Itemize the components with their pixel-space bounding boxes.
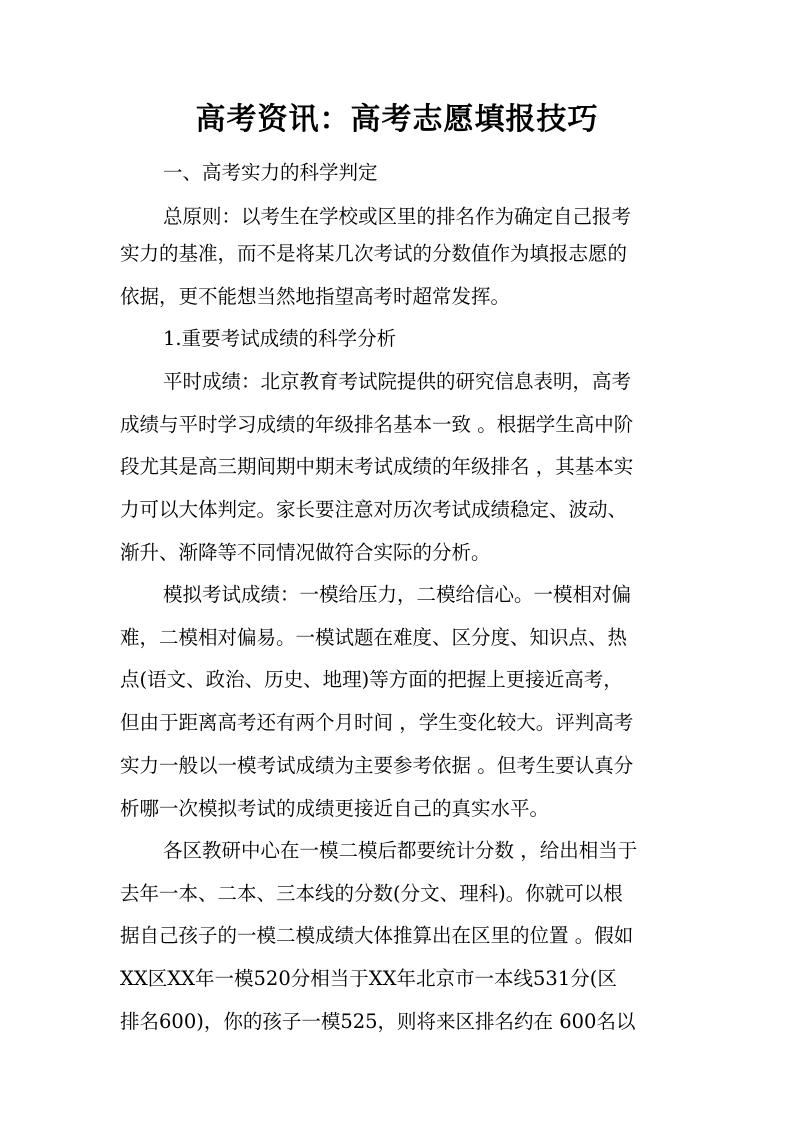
paragraph-line: 段尤其是高三期间期中期末考试成绩的年级排名 ，其基本实 <box>120 455 634 478</box>
paragraph-line: 模拟考试成绩：一模给压力，二模给信心。一模相对偏 <box>163 583 632 606</box>
paragraph-line: 实力的基准，而不是将某几次考试的分数值作为填报志愿的 <box>120 242 628 265</box>
paragraph-line: 析哪一次模拟考试的成绩更接近自己的真实水平。 <box>120 797 550 820</box>
paragraph-line: 平时成绩：北京教育考试院提供的研究信息表明，高考 <box>163 370 632 393</box>
paragraph-line: 各区教研中心在一模二模后都要统计分数 ，给出相当于 <box>163 839 638 862</box>
paragraph-line: 实力一般以一模考试成绩为主要参考依据 。但考生要认真分 <box>120 754 634 777</box>
paragraph-line: 依据，更不能想当然地指望高考时超常发挥。 <box>120 285 511 308</box>
paragraph-line: 但由于距离高考还有两个月时间 ，学生变化较大。评判高考 <box>120 711 634 734</box>
paragraph-line: 成绩与平时学习成绩的年级排名基本一致 。根据学生高中阶 <box>120 413 634 436</box>
paragraph-line: 难，二模相对偏易。一模试题在难度、区分度、知识点、热 <box>120 626 628 649</box>
document-title: 高考资讯：高考志愿填报技巧 <box>195 102 599 137</box>
paragraph-line: 去年一本、二本、三本线的分数(分文、理科)。你就可以根 <box>120 882 623 905</box>
paragraph-line: 总原则：以考生在学校或区里的排名作为确定自己报考 <box>163 205 632 228</box>
paragraph-line: 渐升、渐降等不同情况做符合实际的分析。 <box>120 541 491 564</box>
paragraph-line: XX区XX年一模520分相当于XX年北京市一本线531分(区 <box>120 967 617 990</box>
subsection-heading: 1.重要考试成绩的科学分析 <box>163 327 397 350</box>
paragraph-line: 点(语文、政治、历史、地理)等方面的把握上更接近高考， <box>120 668 623 691</box>
paragraph-line: 力可以大体判定。家长要注意对历次考试成绩稳定、波动、 <box>120 498 628 521</box>
paragraph-line: 排名600)，你的孩子一模525，则将来区排名约在 600名以 <box>120 1010 636 1033</box>
section-heading-1: 一、高考实力的科学判定 <box>163 161 378 184</box>
paragraph-line: 据自己孩子的一模二模成绩大体推算出在区里的位置 。假如 <box>120 924 634 947</box>
